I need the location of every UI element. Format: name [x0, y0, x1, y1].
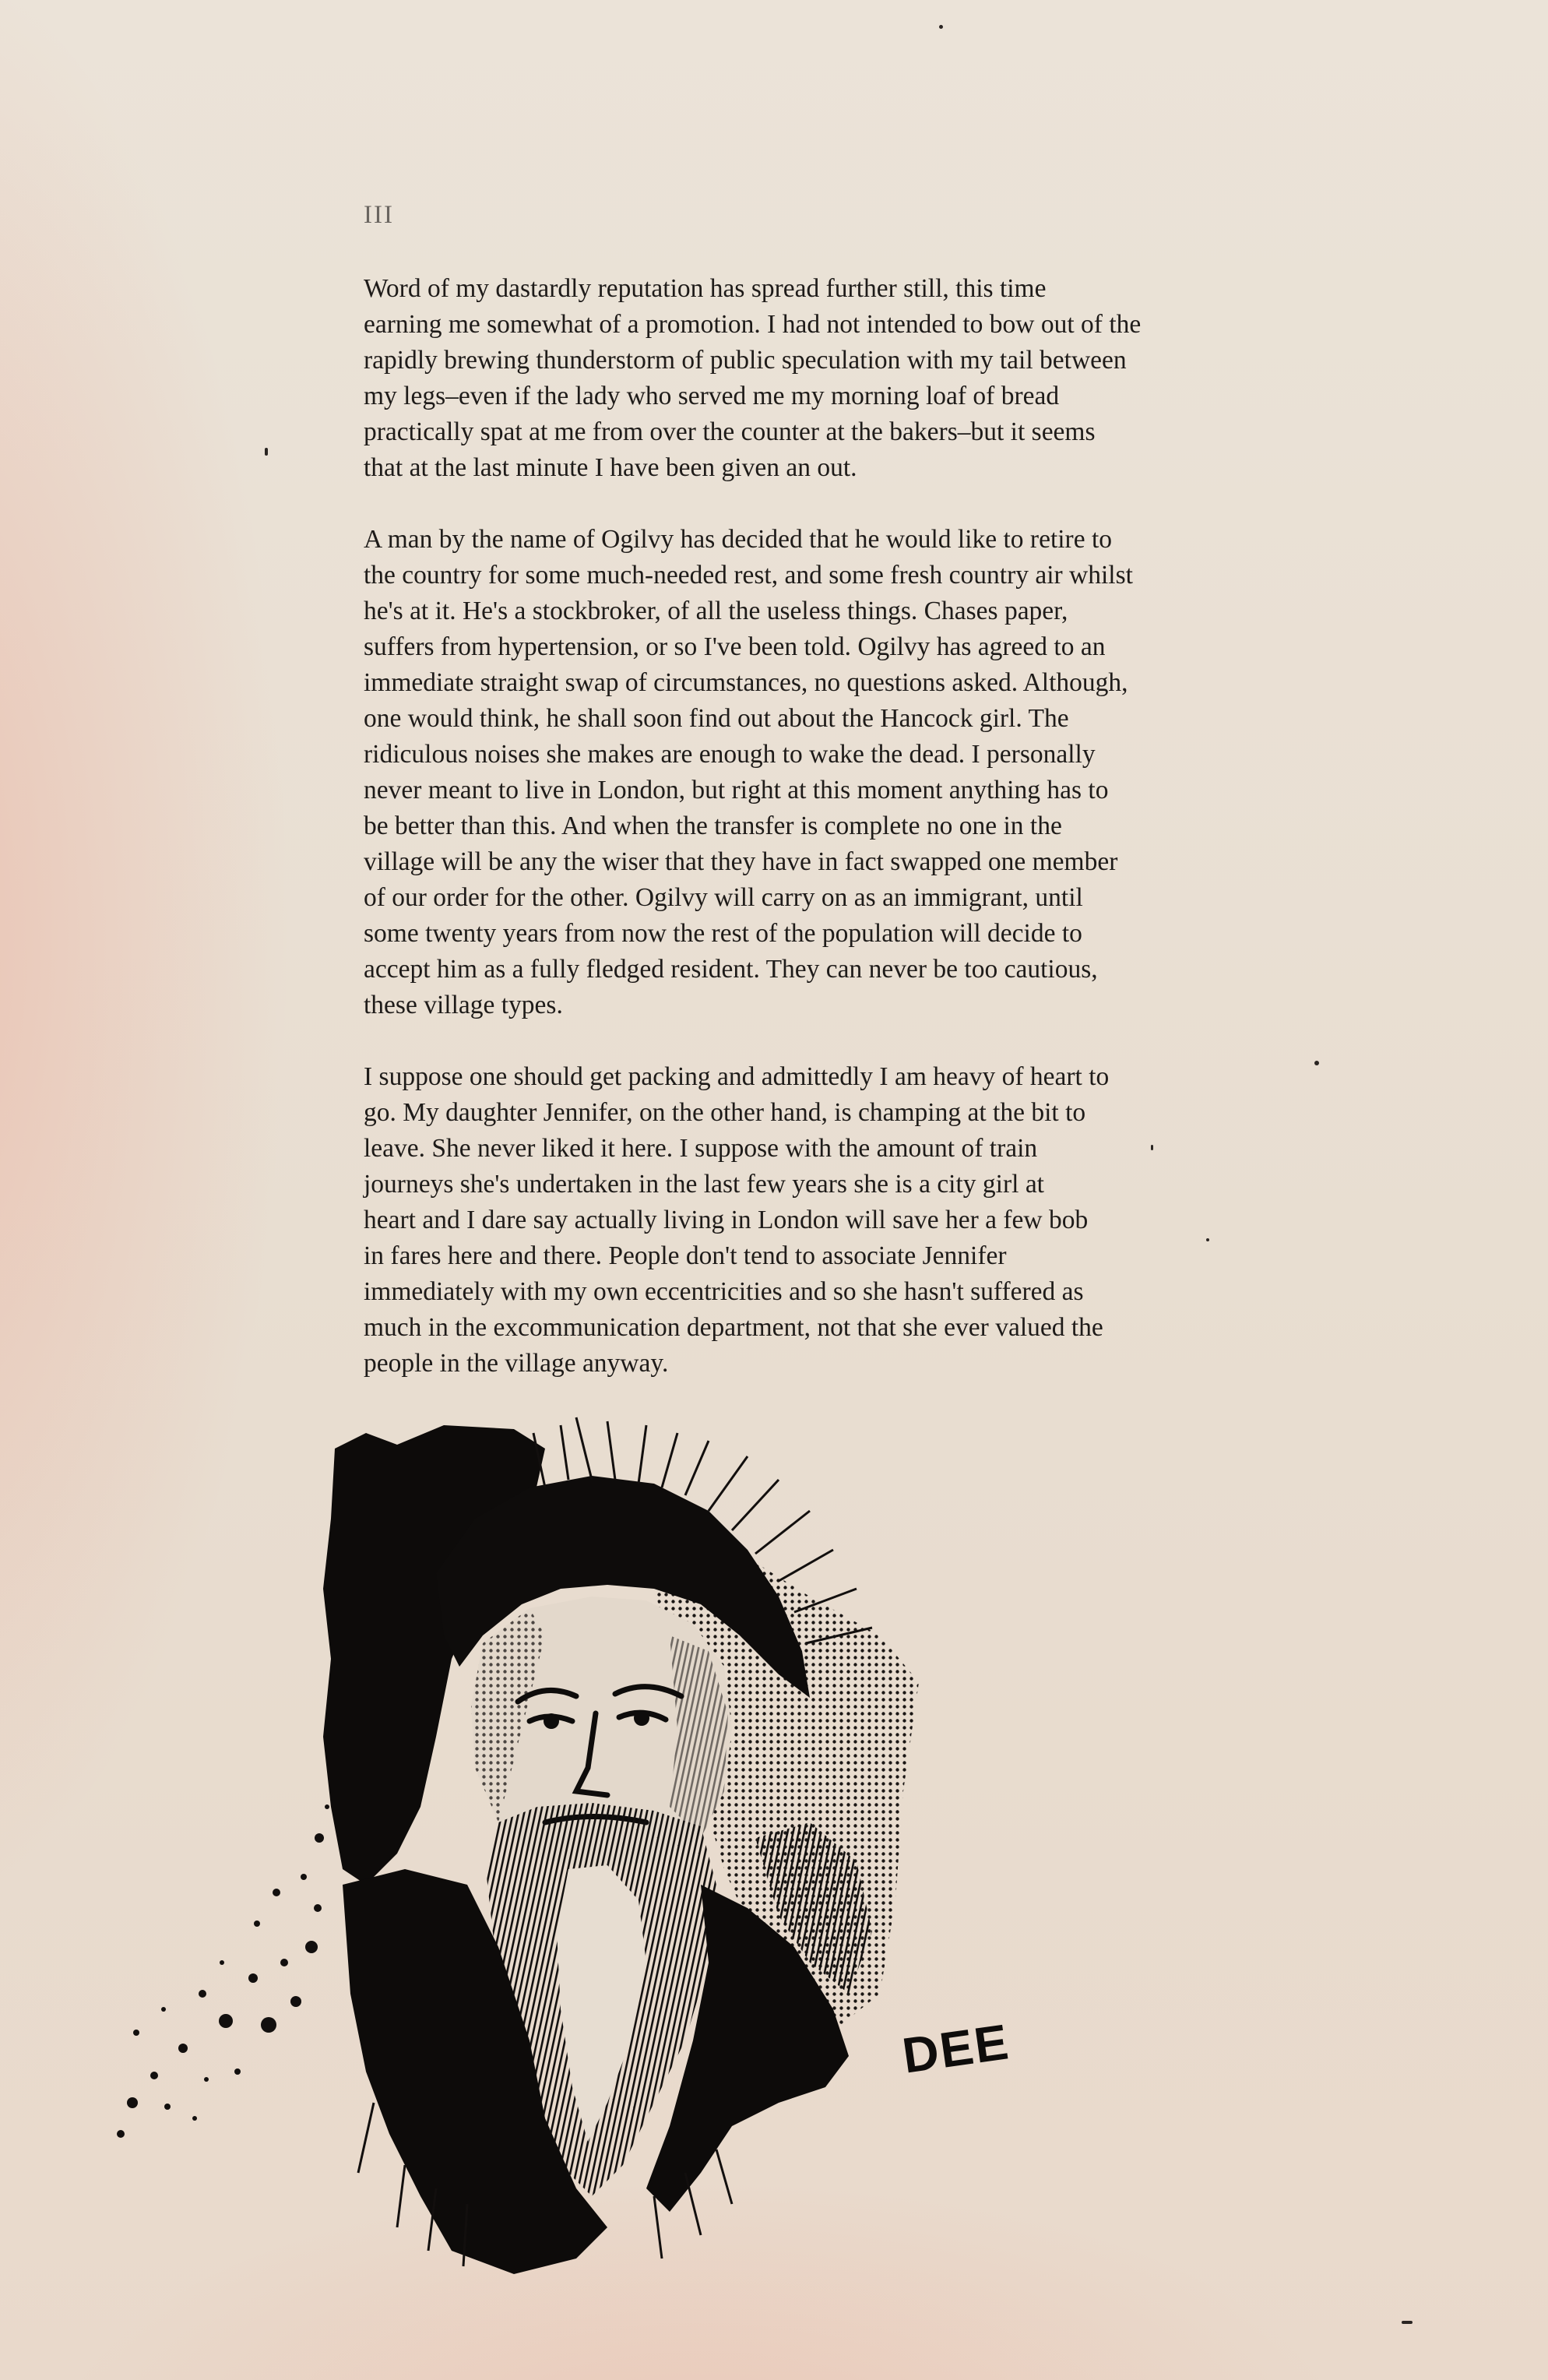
body-text [364, 271, 1259, 1417]
paragraph-1: Word of my dastardly reputation has spread further still, this time earning me somewhat of a promotion. I had not intended to bow out of the rapidly brewing thunderstorm of public speculation with my tail between my legs–even if the lady who served me my morning loaf of bread practically spat at me from over the counter at the bakers–but it seems that at the last minute I have been given an out. [364, 274, 1142, 482]
paper-speck [1314, 1061, 1319, 1065]
artist-signature: DEE [899, 2013, 1013, 2084]
paragraph-2: A man by the name of Ogilvy has decided that he would like to retire to the country for some much-needed rest, and some fresh country air whilst he's at it. He's a stockbroker, of all the useless things. Chases paper, suffers from hypertension, or so I've been told. Ogilvy has agreed to an immediate straight swap of circumstances, no questions asked. Although, one would think, he shall soon find out about the Hancock girl. The ridiculous noises she makes are enough to wake the dead. I personally never meant to live in London, but right at this moment anything has to be better than this. And when the transfer is complete no one in the village will be any the wiser that they have in fact swapped one member of our order for the other. Ogilvy will carry on as an immigrant, until some twenty years from now the rest of the population will decide to accept him as a fully fledged resident. They can never be too cautious, these village types. [364, 525, 1133, 1019]
paper-speck [1206, 1238, 1209, 1241]
paper-speck [265, 448, 268, 456]
paper-speck [1151, 1145, 1153, 1150]
paragraph-3: I suppose one should get packing and admittedly I am heavy of heart to go. My daughter Jennifer, on the other hand, is champing at the bit to leave. She never liked it here. I suppose with the amount of train journeys she's undertaken in the last few years she is a city girl at heart and I dare say actually living in London will save her a few bob in fares here and there. People don't tend to associate Jennifer immediately with my own eccentricities and so she hasn't suffered as much in the excommunication department, not that she ever valued the people in the village anyway. [364, 1062, 1110, 1378]
paper-speck [1402, 2321, 1413, 2324]
portrait-illustration [109, 1402, 1168, 2282]
ink-splatter [117, 1804, 329, 2138]
chapter-number: III [364, 201, 394, 229]
paper-speck [939, 25, 943, 29]
